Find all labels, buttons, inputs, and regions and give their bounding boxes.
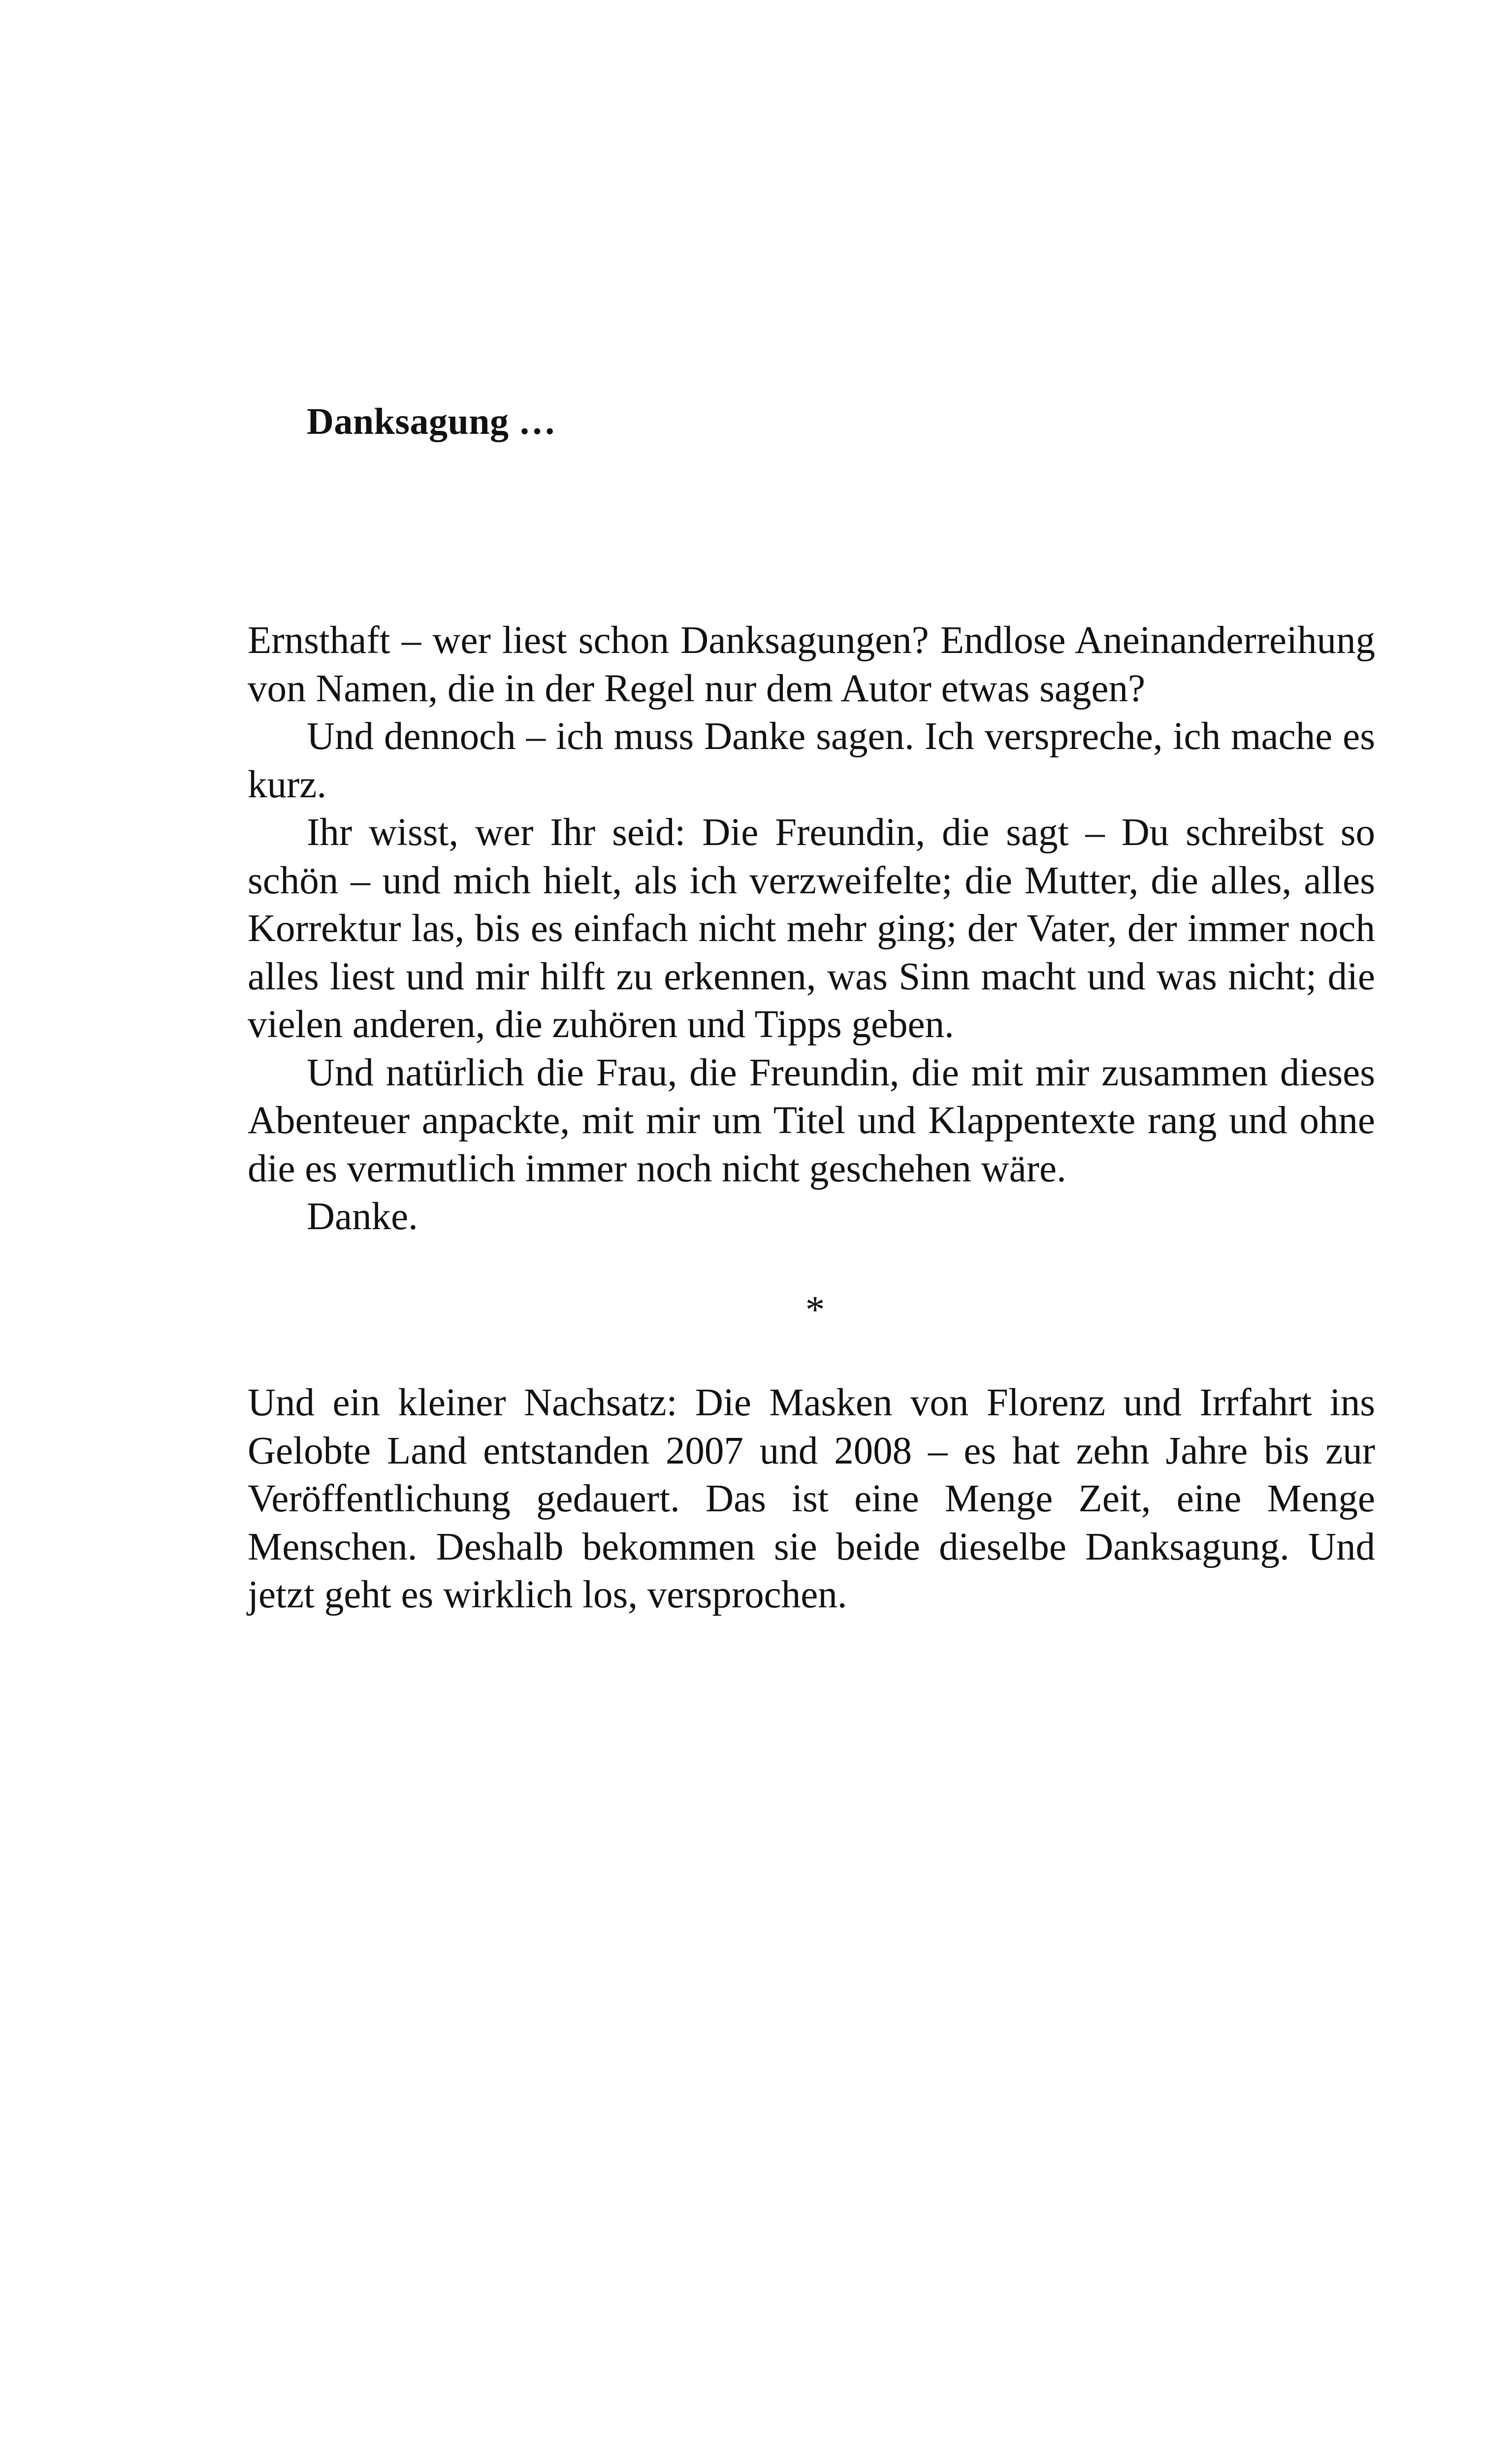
acknowledgement-body — [248, 617, 1375, 1241]
paragraph-intro: Ernsthaft – wer liest schon Danksagungen? Endlose Aneinanderreihung von Namen, die in der Regel nur dem Autor etwas sagen? — [248, 619, 1375, 710]
paragraph-danke: Danke. — [307, 1195, 418, 1238]
section-separator — [0, 1286, 1512, 1335]
page-title: Danksagung … — [307, 401, 556, 442]
paragraph-thanks: Und dennoch – ich muss Danke sagen. Ich verspreche, ich mache es kurz. — [248, 715, 1375, 806]
asterisk-separator: * — [805, 1289, 825, 1332]
postscript-paragraph: Und ein kleiner Nachsatz: Die Masken von Florenz und Irrfahrt ins Gelobte Land entstanden 2007 und 2008 – es hat zehn Jahre bis zur Veröffentlichung gedauert. Das ist eine Menge Zeit, eine Menge Menschen. Deshalb bekommen sie beide dieselbe Danksagung. Und jetzt geht es wirklich los, versprochen. — [248, 1381, 1375, 1616]
paragraph-partner: Und natürlich die Frau, die Freundin, die mit mir zusammen dieses Abenteuer anpackte, mit mir um Titel und Klappentexte rang und ohne die es vermutlich immer noch nicht geschehen wäre. — [248, 1051, 1375, 1190]
paragraph-people: Ihr wisst, wer Ihr seid: Die Freundin, die sagt – Du schreibst so schön – und mich hielt, als ich verzweifelte; die Mutter, die alles, alles Korrektur las, bis es einfach nicht mehr ging; der Vater, der immer noch alles liest und mir hilft zu erkennen, was Sinn macht und was nicht; die vielen anderen, die zuhören und Tipps geben. — [248, 811, 1375, 1046]
